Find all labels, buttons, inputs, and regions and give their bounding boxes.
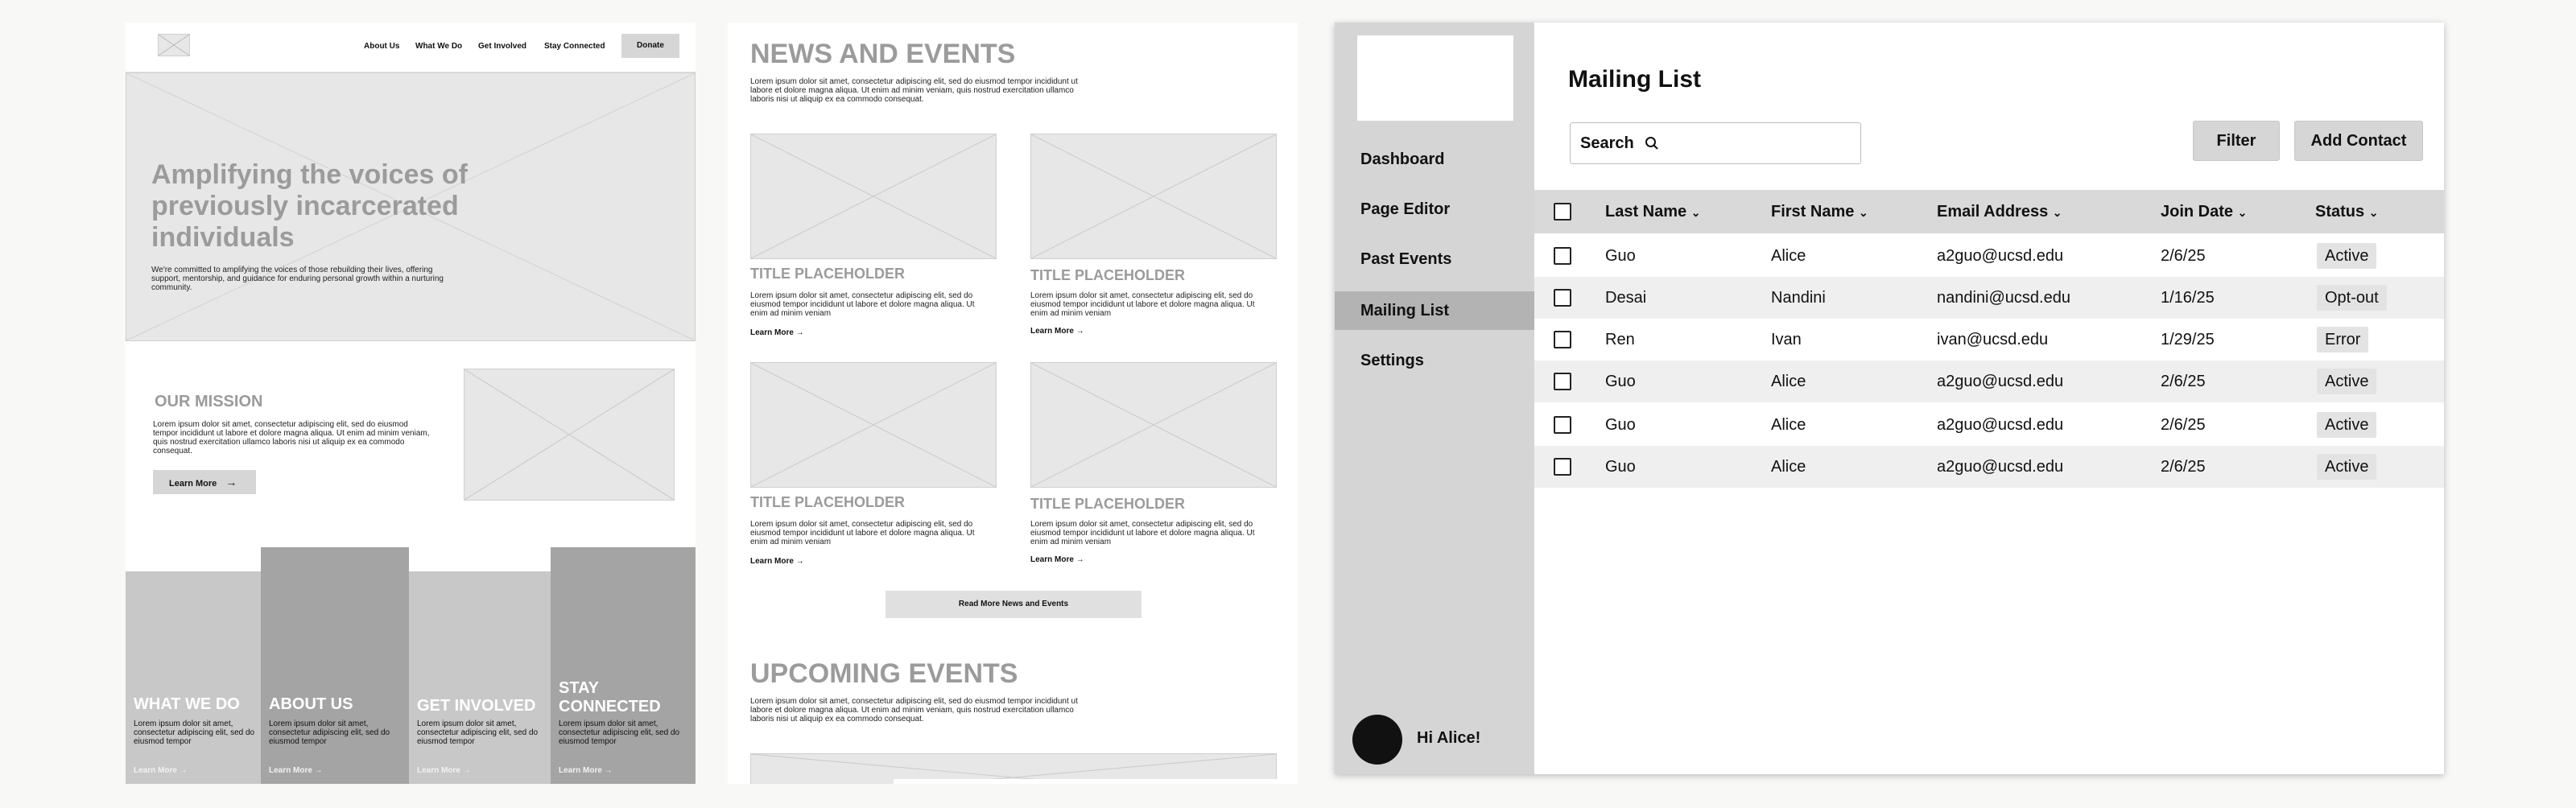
search-input[interactable] xyxy=(1570,122,1861,164)
column-title: ABOUT US xyxy=(269,695,353,713)
read-more-button[interactable]: Read More News and Events xyxy=(886,591,1141,618)
col-last-name[interactable] xyxy=(1605,190,1700,233)
cell-email: a2guo@ucsd.edu xyxy=(1937,373,2064,390)
col-email[interactable] xyxy=(1937,190,2062,233)
cell-first-name: Alice xyxy=(1771,416,1806,434)
status-badge: Active xyxy=(2317,454,2376,480)
news-title: NEWS AND EVENTS xyxy=(750,39,1016,69)
cell-email: a2guo@ucsd.edu xyxy=(1937,247,2064,265)
upcoming-text: Lorem ipsum dolor sit amet, consectetur adipiscing elit, sed do eiusmod tempor incididunt ut labore et dolore magna aliqua. Ut enim ad minim veniam, quis nostrud exercitation ullamco laboris nisi ut aliquip ex ea commodo consequat. xyxy=(750,697,1078,723)
cell-last-name: Ren xyxy=(1605,331,1635,348)
logo-placeholder xyxy=(1357,35,1513,121)
cell-join-date: 2/6/25 xyxy=(2161,373,2206,390)
column-title: STAY CONNECTED xyxy=(559,679,661,715)
add-contact-button[interactable]: Add Contact xyxy=(2294,121,2423,161)
mission-image xyxy=(464,369,675,501)
col-status[interactable] xyxy=(2315,190,2378,233)
row-checkbox[interactable] xyxy=(1554,331,1571,348)
hero-title: Amplifying the voices of previously incarcerated individuals xyxy=(151,159,468,253)
column-link[interactable]: Learn More → xyxy=(417,766,471,775)
column-title: WHAT WE DO xyxy=(134,695,240,713)
card-learn-more-link[interactable]: Learn More → xyxy=(750,328,804,337)
nav-about-us[interactable]: About Us xyxy=(364,42,400,51)
news-page-wireframe xyxy=(728,23,1298,784)
card-text: Lorem ipsum dolor sit amet, consectetur adipiscing elit, sed do eiusmod tempor incididunt ut labore et dolore magna aliqua. Ut enim ad minim veniam xyxy=(1030,520,1255,546)
card-title: TITLE PLACEHOLDER xyxy=(1030,496,1185,512)
search-icon xyxy=(1645,136,1659,150)
donate-button[interactable]: Donate xyxy=(621,34,679,58)
cell-email: a2guo@ucsd.edu xyxy=(1937,458,2064,476)
chevron-down-icon: ⌄ xyxy=(2368,206,2379,219)
column-text: Lorem ipsum dolor sit amet, consectetur adipiscing elit, sed do eiusmod tempor xyxy=(269,719,390,746)
card-title: TITLE PLACEHOLDER xyxy=(750,266,905,282)
card-text: Lorem ipsum dolor sit amet, consectetur adipiscing elit, sed do eiusmod tempor incididunt ut labore et dolore magna aliqua. Ut enim ad minim veniam xyxy=(750,520,975,546)
select-all-checkbox[interactable] xyxy=(1554,203,1571,221)
row-checkbox[interactable] xyxy=(1554,289,1571,307)
cell-email: a2guo@ucsd.edu xyxy=(1937,416,2064,434)
sidebar-item-settings[interactable]: Settings xyxy=(1360,352,1424,369)
cell-join-date: 1/16/25 xyxy=(2161,289,2215,307)
cell-last-name: Guo xyxy=(1605,373,1636,390)
card-image xyxy=(1030,134,1277,259)
card-image xyxy=(750,134,997,259)
column-text: Lorem ipsum dolor sit amet, consectetur adipiscing elit, sed do eiusmod tempor xyxy=(559,719,680,746)
table-row[interactable] xyxy=(1534,319,2444,361)
sidebar-item-past-events[interactable]: Past Events xyxy=(1360,250,1452,268)
logo-placeholder xyxy=(158,34,190,56)
sidebar-item-mailing-list[interactable]: Mailing List xyxy=(1335,291,1534,330)
avatar[interactable] xyxy=(1352,715,1402,765)
cell-last-name: Guo xyxy=(1605,247,1636,265)
col-join-date[interactable] xyxy=(2161,190,2247,233)
column-what-we-do xyxy=(126,571,261,784)
card-learn-more-link[interactable]: Learn More → xyxy=(1030,327,1084,336)
cell-last-name: Guo xyxy=(1605,458,1636,476)
column-text: Lorem ipsum dolor sit amet, consectetur adipiscing elit, sed do eiusmod tempor xyxy=(417,719,539,746)
col-label: Status xyxy=(2315,203,2365,221)
cell-join-date: 2/6/25 xyxy=(2161,247,2206,265)
sidebar-item-dashboard[interactable]: Dashboard xyxy=(1360,150,1445,168)
status-badge: Opt-out xyxy=(2317,285,2387,311)
column-about-us xyxy=(261,547,409,784)
row-checkbox[interactable] xyxy=(1554,416,1571,434)
cell-email: ivan@ucsd.edu xyxy=(1937,331,2049,348)
nav-get-involved[interactable]: Get Involved xyxy=(478,42,527,51)
sidebar-item-page-editor[interactable]: Page Editor xyxy=(1360,200,1451,218)
row-checkbox[interactable] xyxy=(1554,247,1571,265)
col-label: First Name xyxy=(1771,203,1855,221)
column-link[interactable]: Learn More → xyxy=(269,766,323,775)
upcoming-title: UPCOMING EVENTS xyxy=(750,658,1018,689)
cell-join-date: 2/6/25 xyxy=(2161,458,2206,476)
table-row[interactable] xyxy=(1534,361,2444,402)
chevron-down-icon: ⌄ xyxy=(2052,206,2062,219)
status-badge: Active xyxy=(2317,369,2376,394)
cell-join-date: 1/29/25 xyxy=(2161,331,2215,348)
status-badge: Active xyxy=(2317,243,2376,269)
table-row[interactable] xyxy=(1534,235,2444,277)
cell-email: nandini@ucsd.edu xyxy=(1937,289,2070,307)
card-learn-more-link[interactable]: Learn More → xyxy=(750,557,804,566)
news-intro: Lorem ipsum dolor sit amet, consectetur adipiscing elit, sed do eiusmod tempor incididunt ut labore et dolore magna aliqua. Ut enim ad minim veniam, quis nostrud exercitation ullamco laboris nisi ut aliquip ex ea commodo consequat. xyxy=(750,77,1078,104)
arrow-right-icon: → xyxy=(225,476,237,489)
greeting: Hi Alice! xyxy=(1417,729,1481,747)
filter-button[interactable]: Filter xyxy=(2193,121,2280,161)
nav-what-we-do[interactable]: What We Do xyxy=(415,42,463,51)
sidebar xyxy=(1335,23,1534,774)
cell-last-name: Guo xyxy=(1605,416,1636,434)
cell-join-date: 2/6/25 xyxy=(2161,416,2206,434)
card-learn-more-link[interactable]: Learn More → xyxy=(1030,555,1084,564)
search-label: Search xyxy=(1580,134,1634,152)
status-badge: Active xyxy=(2317,412,2376,438)
nav-stay-connected[interactable]: Stay Connected xyxy=(544,42,605,51)
column-stay-connected xyxy=(551,547,696,784)
cell-first-name: Nandini xyxy=(1771,289,1826,307)
page-title: Mailing List xyxy=(1568,66,1701,93)
card-text: Lorem ipsum dolor sit amet, consectetur adipiscing elit, sed do eiusmod tempor incididunt ut labore et dolore magna aliqua. Ut enim ad minim veniam xyxy=(1030,291,1255,318)
event-card xyxy=(894,779,1277,784)
chevron-down-icon: ⌄ xyxy=(2237,206,2248,219)
admin-dashboard xyxy=(1335,23,2444,774)
table-row[interactable] xyxy=(1534,277,2444,319)
col-first-name[interactable] xyxy=(1771,190,1868,233)
table-row[interactable] xyxy=(1534,404,2444,446)
column-link[interactable]: Learn More → xyxy=(134,766,188,775)
col-label: Join Date xyxy=(2161,203,2234,221)
column-title: GET INVOLVED xyxy=(417,697,536,715)
cell-first-name: Alice xyxy=(1771,373,1806,390)
cell-first-name: Alice xyxy=(1771,458,1806,476)
status-badge: Error xyxy=(2317,327,2368,352)
card-title: TITLE PLACEHOLDER xyxy=(1030,267,1185,283)
column-link[interactable]: Learn More → xyxy=(559,766,613,775)
card-image xyxy=(750,362,997,488)
row-checkbox[interactable] xyxy=(1554,373,1571,390)
mission-text: Lorem ipsum dolor sit amet, consectetur adipiscing elit, sed do eiusmod tempor incididunt ut labore et dolore magna aliqua. Ut enim ad minim veniam, quis nostrud exercitation ullamco laboris nisi ut aliquip ex ea commodo consequat. xyxy=(153,420,430,456)
column-text: Lorem ipsum dolor sit amet, consectetur adipiscing elit, sed do eiusmod tempor xyxy=(134,719,255,746)
cell-first-name: Ivan xyxy=(1771,331,1802,348)
column-get-involved xyxy=(409,571,551,784)
mission-learn-more-button[interactable] xyxy=(153,470,256,494)
card-text: Lorem ipsum dolor sit amet, consectetur adipiscing elit, sed do eiusmod tempor incididunt ut labore et dolore magna aliqua. Ut enim ad minim veniam xyxy=(750,291,975,318)
card-image xyxy=(1030,362,1277,488)
col-label: Last Name xyxy=(1605,203,1687,221)
cell-first-name: Alice xyxy=(1771,247,1806,265)
table-header xyxy=(1534,190,2444,233)
chevron-down-icon: ⌄ xyxy=(1690,206,1701,219)
site-header xyxy=(126,23,696,72)
row-checkbox[interactable] xyxy=(1554,458,1571,476)
mission-title: OUR MISSION xyxy=(155,393,263,410)
learn-more-label: Learn More xyxy=(169,479,217,489)
chevron-down-icon: ⌄ xyxy=(1858,206,1868,219)
hero-text: We're committed to amplifying the voices of those rebuilding their lives, offering support, mentorship, and guidance for enduring personal growth within a nurturing community. xyxy=(151,266,444,292)
cell-last-name: Desai xyxy=(1605,289,1647,307)
table-row[interactable] xyxy=(1534,446,2444,488)
card-title: TITLE PLACEHOLDER xyxy=(750,494,905,510)
col-label: Email Address xyxy=(1937,203,2049,221)
landing-page-wireframe xyxy=(126,23,696,784)
